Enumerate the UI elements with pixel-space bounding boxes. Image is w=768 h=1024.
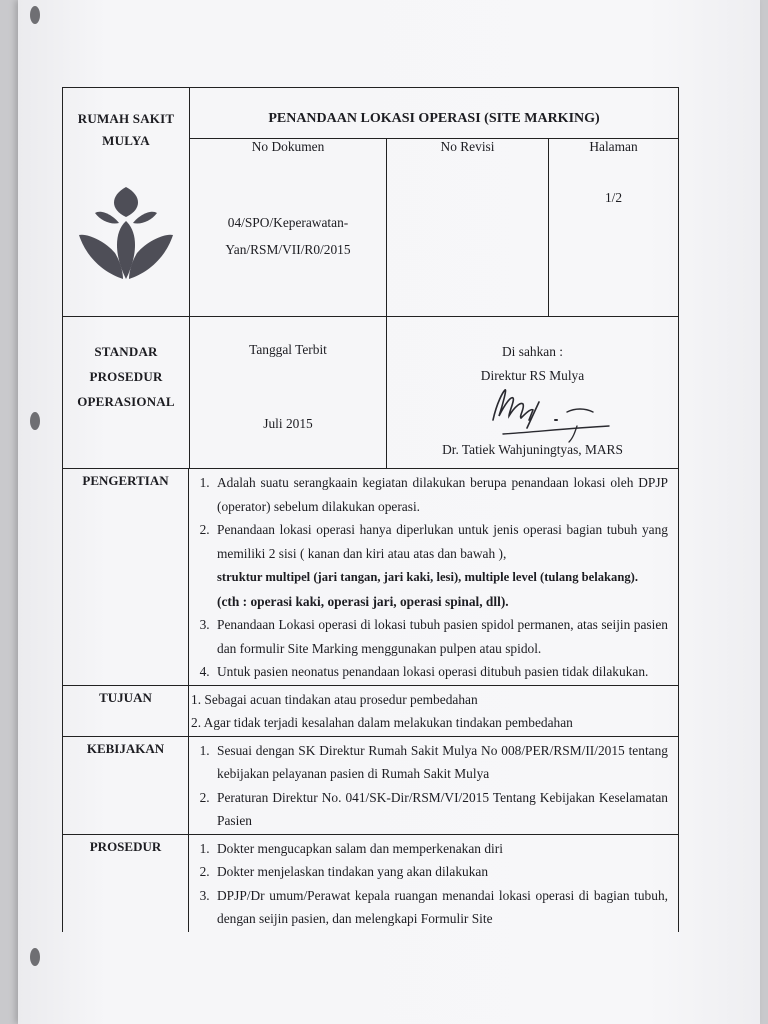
list-item: 2. Dokter menjelaskan tindakan yang akan dilakukan bbox=[213, 860, 668, 884]
section-label: PROSEDUR bbox=[63, 835, 189, 932]
list-item: 2. Agar tidak terjadi kesalahan dalam melakukan tindakan pembedahan bbox=[191, 715, 573, 730]
list-item: 1. Sebagai acuan tindakan atau prosedur pembedahan bbox=[191, 691, 478, 707]
punch-hole bbox=[30, 412, 40, 430]
punch-hole bbox=[30, 6, 40, 24]
punch-hole bbox=[30, 948, 40, 966]
col-no-revisi: No Revisi bbox=[440, 139, 495, 154]
hospital-name: RUMAH SAKIT MULYA bbox=[77, 111, 175, 148]
issue-date: Juli 2015 bbox=[263, 416, 313, 431]
approved-label: Di sahkan : bbox=[502, 344, 563, 359]
col-no-dokumen: No Dokumen bbox=[251, 139, 325, 154]
list-item: 3. Penandaan Lokasi operasi di lokasi tubuh pasien spidol permanen, atas seijin pasien dan formulir Site Marking menggunakan pulpen atau spidol. bbox=[213, 613, 668, 660]
issue-date-label: Tanggal Terbit bbox=[249, 342, 327, 357]
document-header bbox=[63, 88, 678, 469]
approver-name: Dr. Tatiek Wahjuningtyas, MARS bbox=[442, 442, 623, 457]
list-item: 1. Adalah suatu serangkaain kegiatan dilakukan berupa penandaan lokasi oleh DPJP (operator) sebelum dilakukan operasi. bbox=[213, 471, 668, 518]
signature bbox=[463, 382, 613, 444]
document-title: PENANDAAN LOKASI OPERASI (SITE MARKING) bbox=[268, 111, 600, 126]
list-item: 2. Penandaan lokasi operasi hanya diperlukan untuk jenis operasi bagian tubuh yang memiliki 2 sisi ( kanan dan kiri atau atas dan bawah ), struktur multipel (jari tangan, jari kaki, lesi), multiple level (tulang belakang). (cth : operasi kaki, operasi jari, operasi spinal, dll). bbox=[213, 518, 668, 613]
section-pengertian bbox=[63, 469, 678, 686]
section-label: PENGERTIAN bbox=[63, 469, 189, 685]
section-label: KEBIJAKAN bbox=[63, 737, 189, 834]
section-kebijakan bbox=[63, 737, 678, 835]
document-type: STANDAR PROSEDUR OPERASIONAL bbox=[77, 344, 175, 409]
document-number: 04/SPO/Keperawatan- Yan/RSM/VII/R0/2015 bbox=[225, 215, 351, 257]
col-halaman: Halaman bbox=[589, 139, 638, 154]
approver-title: Direktur RS Mulya bbox=[480, 368, 585, 383]
section-label: TUJUAN bbox=[63, 686, 189, 736]
list-item: 2. Peraturan Direktur No. 041/SK-Dir/RSM/VI/2015 Tentang Kebijakan Keselamatan Pasien bbox=[213, 786, 668, 833]
section-prosedur bbox=[63, 835, 678, 932]
page-number: 1/2 bbox=[604, 190, 623, 205]
section-tujuan bbox=[63, 686, 678, 737]
list-item: 3. DPJP/Dr umum/Perawat kepala ruangan menandai lokasi operasi di bagian tubuh, dengan seijin pasien, dan melengkapi Formulir Site bbox=[213, 884, 668, 931]
list-item: 1. Dokter mengucapkan salam dan memperkenakan diri bbox=[213, 837, 668, 861]
sop-table bbox=[62, 87, 679, 932]
list-item: 1. Sesuai dengan SK Direktur Rumah Sakit Mulya No 008/PER/RSM/II/2015 tentang kebijakan pelayanan pasien di Rumah Sakit Mulya bbox=[213, 739, 668, 786]
hospital-logo-icon bbox=[71, 183, 181, 283]
list-item: 4. Untuk pasien neonatus penandaan lokasi operasi ditubuh pasien tidak dilakukan. bbox=[213, 660, 668, 684]
